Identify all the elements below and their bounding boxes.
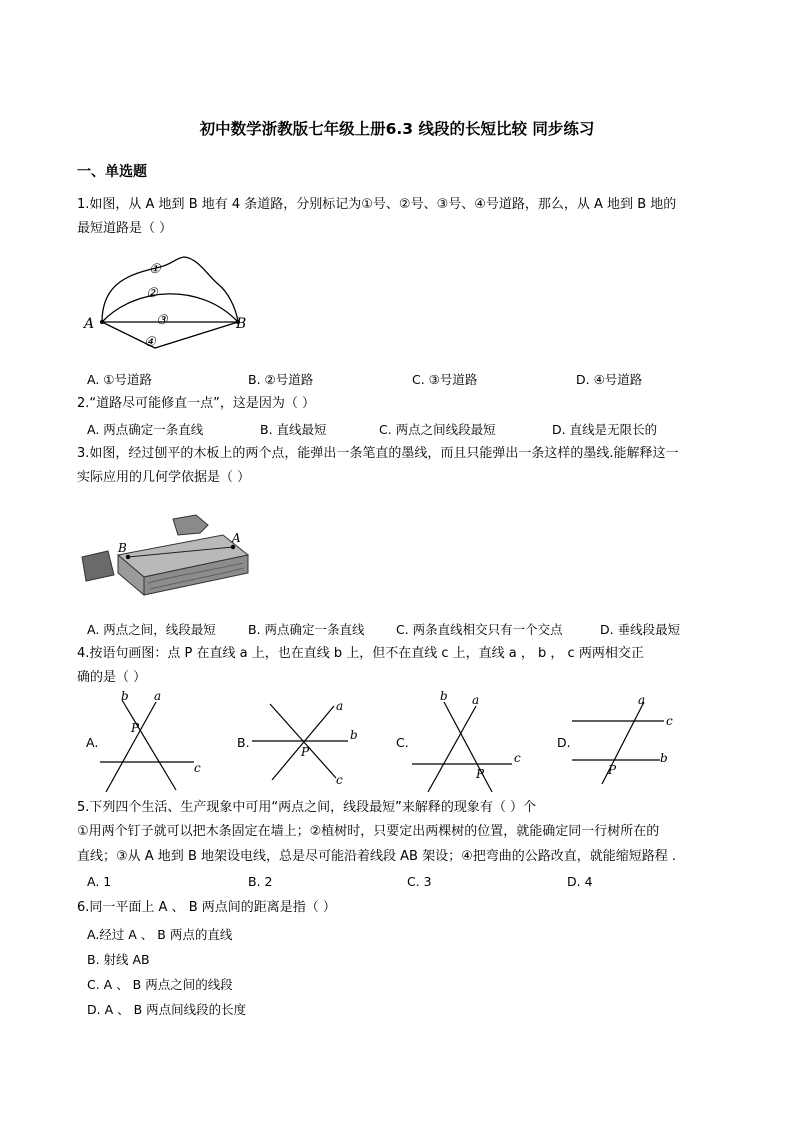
- point-a-dot: [231, 545, 235, 549]
- q5-stem-line3: 直线；③从 A 地到 B 地架设电线，总是尽可能沿着线段 AB 架设；④把弯曲的公路改直，就能缩短路程 .: [77, 849, 676, 864]
- q5-option-c: C. 3: [407, 874, 432, 889]
- label-p: P: [131, 721, 140, 735]
- q4-option-d: D.: [557, 735, 571, 750]
- q3-board-figure: [78, 505, 250, 605]
- q1-option-b: B. ②号道路: [248, 372, 314, 387]
- q4-stem-line2: 确的是（ ）: [77, 670, 147, 685]
- label-b: b: [121, 689, 129, 703]
- label-p: P: [476, 767, 485, 781]
- label-c: c: [336, 773, 343, 787]
- q5-stem-line2: ①用两个钉子就可以把木条固定在墙上；②植树时，只要定出两棵树的位置，就能确定同一行树所在的: [77, 824, 660, 839]
- q3-stem-line1: 3.如图，经过刨平的木板上的两个点，能弹出一条笔直的墨线，而且只能弹出一条这样的墨线.能解释这一: [77, 446, 679, 461]
- q4-figure-a: [96, 688, 216, 798]
- label-a: a: [154, 689, 162, 703]
- q2-option-b: B. 直线最短: [260, 422, 327, 437]
- road-2: [102, 294, 238, 322]
- q4-stem-line1: 4.按语句画图：点 P 在直线 a 上，也在直线 b 上，但不在直线 c 上，直线 a ， b ， c 两两相交正: [77, 646, 644, 661]
- point-a-label: A: [84, 316, 95, 332]
- road-4: [102, 322, 238, 348]
- q2-option-c: C. 两点之间线段最短: [379, 422, 496, 437]
- q3-option-d: D. 垂线段最短: [600, 622, 681, 637]
- road-3-label: ③: [156, 313, 168, 328]
- q1-option-d: D. ④号道路: [576, 372, 643, 387]
- label-a: a: [638, 693, 646, 707]
- hand-left-icon: [82, 551, 114, 581]
- q2-option-d: D. 直线是无限长的: [552, 422, 658, 437]
- label-a: a: [472, 693, 480, 707]
- q5-stem-line1: 5.下列四个生活、生产现象中可用“两点之间，线段最短”来解释的现象有（ ）个: [77, 800, 537, 815]
- q4-figure-c: [408, 688, 538, 798]
- q2-stem: 2.“道路尽可能修直一点”，这是因为（ ）: [77, 396, 316, 411]
- label-a: a: [336, 699, 344, 713]
- label-p: P: [301, 745, 310, 759]
- line-b: [444, 702, 492, 792]
- label-b: b: [350, 728, 358, 742]
- road-1-label: ①: [149, 262, 161, 277]
- q6-stem: 6.同一平面上 A 、 B 两点间的距离是指（ ）: [77, 900, 336, 915]
- label-c: c: [194, 761, 201, 775]
- q1-stem-line2: 最短道路是（ ）: [77, 221, 173, 236]
- q4-figure-d: [568, 688, 698, 798]
- q6-option-c: C. A 、 B 两点之间的线段: [87, 977, 233, 992]
- q2-option-a: A. 两点确定一条直线: [87, 422, 204, 437]
- q1-road-figure: [80, 252, 250, 357]
- hand-top-icon: [173, 515, 208, 535]
- label-p: P: [608, 763, 617, 777]
- q3-stem-line2: 实际应用的几何学依据是（ ）: [77, 470, 251, 485]
- label-b: b: [660, 751, 668, 765]
- q4-option-c: C.: [396, 735, 409, 750]
- road-1: [102, 257, 238, 322]
- q6-option-b: B. 射线 AB: [87, 952, 150, 967]
- section-heading: 一、单选题: [77, 164, 147, 180]
- point-b-label: B: [236, 316, 247, 332]
- q5-option-d: D. 4: [567, 874, 593, 889]
- q1-option-a: A. ①号道路: [87, 372, 152, 387]
- q4-figure-b: [248, 688, 368, 798]
- q3-option-a: A. 两点之间，线段最短: [87, 622, 216, 637]
- label-b: b: [440, 689, 448, 703]
- q4-option-b: B.: [237, 735, 250, 750]
- label-c: c: [666, 714, 673, 728]
- page-title: 初中数学浙教版七年级上册6.3 线段的长短比较 同步练习: [199, 120, 595, 138]
- q5-option-b: B. 2: [248, 874, 273, 889]
- point-a-dot: [100, 320, 104, 324]
- q6-option-d: D. A 、 B 两点间线段的长度: [87, 1002, 247, 1017]
- q1-option-c: C. ③号道路: [412, 372, 478, 387]
- q4-option-a: A.: [86, 735, 99, 750]
- point-b-dot: [126, 555, 130, 559]
- point-b-label: B: [118, 541, 127, 555]
- road-4-label: ④: [144, 335, 156, 350]
- q3-option-b: B. 两点确定一条直线: [248, 622, 365, 637]
- q1-stem-line1: 1.如图，从 A 地到 B 地有 4 条道路，分别标记为①号、②号、③号、④号道路，那么，从 A 地到 B 地的: [77, 197, 677, 212]
- point-a-label: A: [232, 531, 241, 545]
- label-c: c: [514, 751, 521, 765]
- q5-option-a: A. 1: [87, 874, 112, 889]
- road-2-label: ②: [146, 286, 158, 301]
- q3-option-c: C. 两条直线相交只有一个交点: [396, 622, 563, 637]
- q6-option-a: A.经过 A 、 B 两点的直线: [87, 927, 233, 942]
